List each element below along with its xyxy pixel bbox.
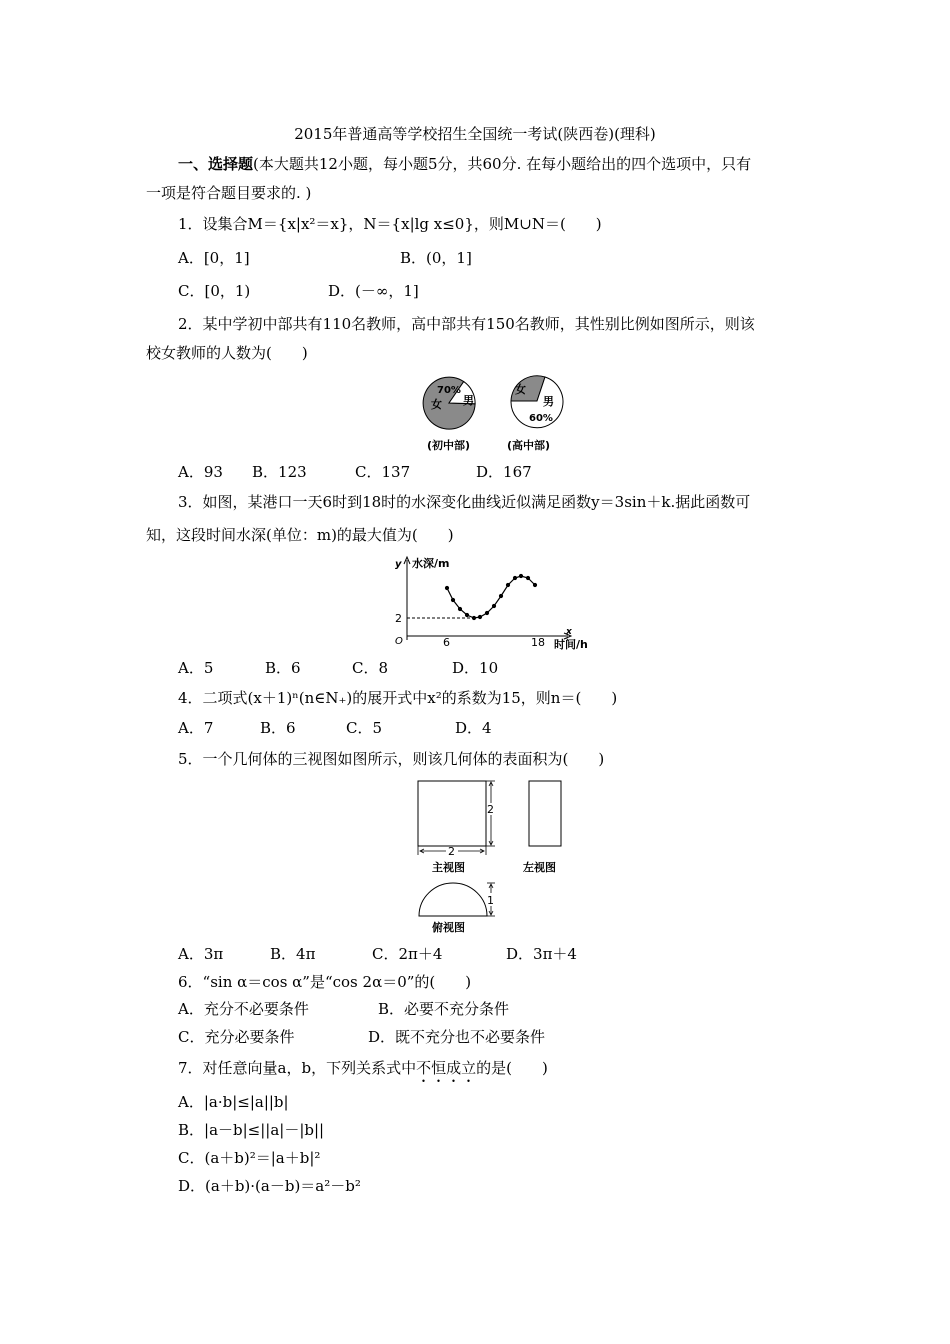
side-view-caption: 左视图 [523,861,556,874]
q5-option-a: A．3π [178,945,224,963]
senior-female-label: 女 [515,383,526,396]
origin-label: O [395,636,403,647]
q7-stem-pre: 7．对任意向量a，b，下列关系式中 [178,1059,417,1077]
side-view-rect [529,781,561,846]
q3-option-a: A．5 [178,659,214,677]
side-view [523,781,561,874]
q7-option-d: D．(a＋b)·(a－b)＝a²－b² [178,1177,361,1195]
section-note-cont: 一项是符合题目要求的. ) [146,184,312,202]
q7-stem-emphasis: 不恒成立 [416,1059,477,1077]
q4-option-c: C．5 [346,719,383,737]
q7-option-a: A．|a·b|≤|a||b| [178,1093,289,1111]
q7-stem [178,1058,548,1086]
depth-curve [447,576,535,618]
front-height-label: 2 [487,803,494,816]
senior-male-pct: 60% [529,413,553,424]
y-axis-symbol: y [395,559,402,570]
x-tick-6: 6 [443,636,450,649]
senior-male-label: 男 [543,395,554,408]
q2-pie-charts [415,368,575,458]
q1-stem: 1．设集合M＝{x|x²＝x}，N＝{x|lg x≤0}，则M∪N＝( ) [178,215,602,233]
x-tick-18: 18 [531,636,545,649]
q4-stem: 4．二项式(x＋1)ⁿ(n∈N₊)的展开式中x²的系数为15，则n＝( ) [178,689,618,707]
q3-stem-cont: 知，这段时间水深(单位：m)的最大值为( ) [146,526,454,544]
q6-option-d: D．既不充分也不必要条件 [368,1028,546,1046]
q2-option-d: D．167 [476,463,532,481]
front-view-rect [418,781,486,846]
q3-option-b: B．6 [265,659,301,677]
q5-three-views [405,775,595,937]
q1-option-a: A．[0，1] [178,249,250,267]
q2-option-a: A．93 [178,463,223,481]
junior-male-label: 男 [463,394,474,407]
q6-option-c: C．充分必要条件 [178,1028,295,1046]
q7-stem-post: 的是( ) [476,1059,548,1077]
top-view-semicircle [419,883,487,916]
x-axis-symbol: x [566,627,572,637]
y-axis-label: 水深/m [412,557,450,570]
q1-option-b: B．(0，1] [400,249,472,267]
q2-stem-cont: 校女教师的人数为( ) [146,344,308,362]
top-view [419,883,495,934]
q5-option-d: D．3π＋4 [506,945,577,963]
q4-option-d: D．4 [455,719,492,737]
q6-stem: 6．“sin α＝cos α”是“cos 2α＝0”的( ) [178,973,472,991]
y-tick-2: 2 [395,612,402,625]
q7-option-c: C．(a＋b)²＝|a＋b|² [178,1149,321,1167]
section-header [178,154,751,174]
q6-option-b: B．必要不充分条件 [378,1000,510,1018]
junior-female-pct: 70% [437,385,461,396]
front-view [418,781,495,874]
section-note: (本大题共12小题，每小题5分，共60分. 在每小题给出的四个选项中，只有 [253,155,752,173]
top-view-caption: 俯视图 [432,921,465,934]
q3-option-c: C．8 [352,659,389,677]
senior-caption: (高中部) [507,439,551,452]
q7-option-b: B．|a－b|≤||a|－|b|| [178,1121,325,1139]
q6-option-a: A．充分不必要条件 [178,1000,309,1018]
front-width-label: 2 [448,845,455,858]
q5-stem: 5．一个几何体的三视图如图所示，则该几何体的表面积为( ) [178,750,605,768]
q4-option-b: B．6 [260,719,296,737]
senior-pie [507,376,563,452]
q3-stem: 3．如图，某港口一天6时到18时的水深变化曲线近似满足函数y＝3sin＋k.据此函数可 [178,493,751,511]
junior-female-label: 女 [431,398,442,411]
q2-option-c: C．137 [355,463,411,481]
q5-option-b: B．4π [270,945,316,963]
front-view-caption: 主视图 [432,861,465,874]
top-height-label: 1 [487,894,494,907]
q3-option-d: D．10 [452,659,499,677]
q1-option-d: D．(－∞，1] [328,282,419,300]
q4-option-a: A．7 [178,719,214,737]
page-title: 2015年普通高等学校招生全国统一考试(陕西卷)(理科) [294,125,656,143]
q1-option-c: C．[0，1) [178,282,251,300]
q5-option-c: C．2π＋4 [372,945,443,963]
junior-caption: (初中部) [427,439,471,452]
section-heading: 一、选择题 [178,155,254,173]
q3-water-depth-graph [390,552,600,650]
depth-points [445,574,537,620]
x-axis-label: 时间/h [554,638,588,650]
junior-pie [423,377,475,452]
q2-option-b: B．123 [252,463,307,481]
q2-stem: 2．某中学初中部共有110名教师，高中部共有150名教师，其性别比例如图所示，则该 [178,315,755,333]
